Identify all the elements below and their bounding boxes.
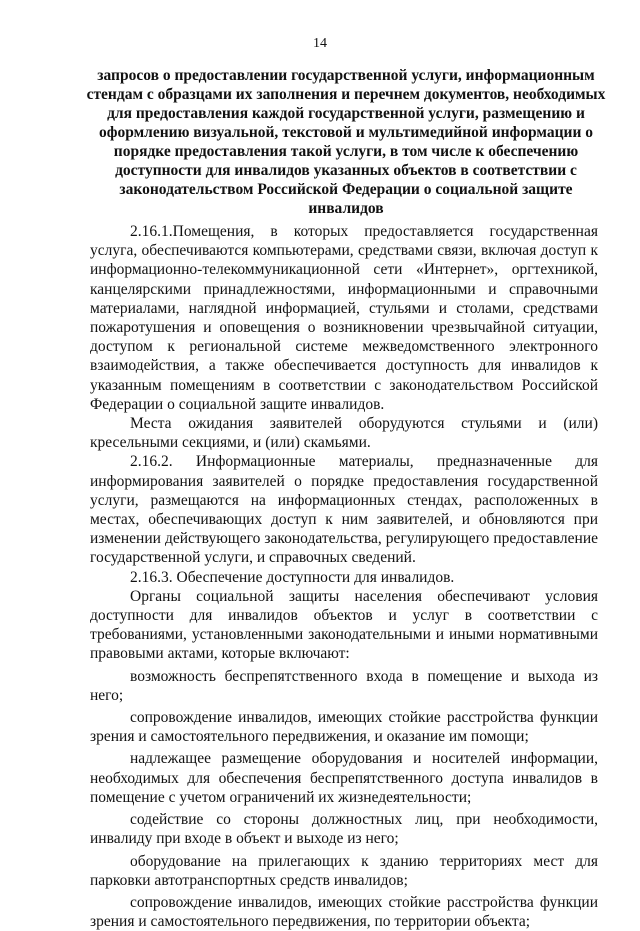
paragraph-social-protection: Органы социальной защиты населения обеспечивают условия доступности для инвалидов объектов и услуг в соответствии с требованиями, установленными законодательными и иными нормативными правовыми актами, которые включают:: [90, 587, 598, 663]
list-item: надлежащее размещение оборудования и носителей информации, необходимых для обеспечения беспрепятственного доступа инвалидов в помещение с учетом ограничений их жизнедеятельности;: [90, 750, 598, 806]
paragraph-2-16-3: 2.16.3. Обеспечение доступности для инвалидов.: [130, 568, 455, 586]
list-item: сопровождение инвалидов, имеющих стойкие расстройства функции зрения и самостоятельного передвижения, и оказание им помощи;: [90, 709, 598, 746]
paragraph-2-16-2: 2.16.2. Информационные материалы, предназначенные для информирования заявителей о порядке предоставления государственной услуги, размещаются на информационных стендах, расположенных в местах, обеспечивающих доступ к ним заявителей, и обновляются при изменении действующего законодательства, регулирующего предоставление государственной услуги, и справочных сведений.: [90, 453, 598, 567]
page-number: 14: [313, 36, 327, 51]
document-body: [90, 222, 598, 931]
list-item: оборудование на прилегающих к зданию территориях мест для парковки автотранспортных средств инвалидов;: [90, 852, 598, 889]
list-item: возможность беспрепятственного входа в помещение и выхода из него;: [90, 667, 598, 704]
paragraph-2-16-1: 2.16.1.Помещения, в которых предоставляется государственная услуга, обеспечиваются компьютерами, средствами связи, включая доступ к информационно-телекоммуникационной сети «Интернет», оргтехникой, канцелярскими принадлежностями, информационными и справочными материалами, наглядной информацией, стульями и столами, средствами пожаротушения и оповещения о возникновении чрезвычайной ситуации, доступом к региональной системе межведомственного электронного взаимодействия, а также обеспечивается доступность для инвалидов к указанным помещениям в соответствии с законодательством Российской Федерации о социальной защите инвалидов.: [90, 223, 598, 413]
paragraph-waiting-areas: Места ожидания заявителей оборудуются стульями и (или) кресельными секциями, и (или) скамьями.: [90, 415, 598, 452]
list-item: сопровождение инвалидов, имеющих стойкие расстройства функции зрения и самостоятельного передвижения, по территории объекта;: [90, 893, 598, 931]
section-heading: запросов о предоставлении государственной услуги, информационным стендам с образцами их заполнения и перечнем документов, необходимых для предоставления каждой государственной услуги, размещению и оформлению визуальной, текстовой и мультимедийной информации о порядке предоставления такой услуги, в том числе к обеспечению доступности для инвалидов указанных объектов в соответствии с законодательством Российской Федерации о социальной защите инвалидов: [86, 67, 606, 217]
list-item: содействие со стороны должностных лиц, при необходимости, инвалиду при входе в объект и выходе из него;: [90, 811, 598, 848]
